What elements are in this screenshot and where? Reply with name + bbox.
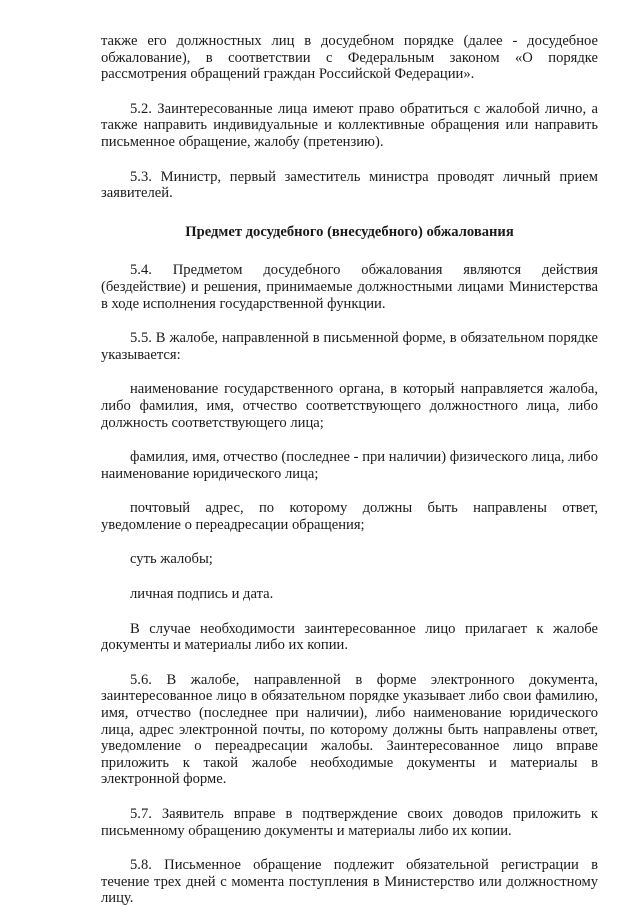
- paragraph-5-6: 5.6. В жалобе, направленной в форме электронного документа, заинтересованное лицо в обязательном порядке указывает либо свои фамилию, имя, отчество (последнее при наличии), либо наименование юридического лица, адрес электронной почты, по которому должны быть направлены ответ, уведомление о переадресации жалобы. Заинтересованное лицо вправе приложить к такой жалобе необходимые документы и материалы в электронной форме.: [101, 671, 598, 788]
- list-item-organ-name: наименование государственного органа, в который направляется жалоба, либо фамилия, имя, отчество соответствующего должностного лица, либо должность соответствующего лица;: [101, 381, 598, 431]
- list-item-complaint-essence: суть жалобы;: [130, 551, 213, 568]
- list-item-postal-address: почтовый адрес, по которому должны быть направлены ответ, уведомление о переадресации обращения;: [101, 500, 598, 533]
- paragraph-intro: также его должностных лиц в досудебном порядке (далее - досудебное обжалование), в соответствии с Федеральным законом «О порядке рассмотрения обращений граждан Российской Федерации».: [101, 33, 598, 83]
- list-item-signature-date: личная подпись и дата.: [130, 586, 274, 603]
- paragraph-attachments: В случае необходимости заинтересованное лицо прилагает к жалобе документы и материалы либо их копии.: [101, 620, 598, 654]
- paragraph-5-5: 5.5. В жалобе, направленной в письменной форме, в обязательном порядке указывается:: [101, 330, 598, 363]
- paragraph-5-7: 5.7. Заявитель вправе в подтверждение своих доводов приложить к письменному обращению документы и материалы либо их копии.: [101, 806, 598, 839]
- paragraph-5-3: 5.3. Министр, первый заместитель министра проводят личный прием заявителей.: [101, 168, 598, 202]
- section-heading: Предмет досудебного (внесудебного) обжалования: [185, 223, 514, 240]
- paragraph-5-4: 5.4. Предметом досудебного обжалования являются действия (бездействие) и решения, принимаемые должностными лицами Министерства в ходе исполнения государственной функции.: [101, 262, 598, 312]
- document-body: [101, 33, 598, 907]
- paragraph-5-8: 5.8. Письменное обращение подлежит обязательной регистрации в течение трех дней с момента поступления в Министерство или должностному лицу.: [101, 857, 598, 907]
- paragraph-5-2: 5.2. Заинтересованные лица имеют право обратиться с жалобой лично, а также направить индивидуальные и коллективные обращения или направить письменное обращение, жалобу (претензию).: [101, 100, 598, 150]
- list-item-full-name: фамилия, имя, отчество (последнее - при наличии) физического лица, либо наименование юридического лица;: [101, 449, 598, 482]
